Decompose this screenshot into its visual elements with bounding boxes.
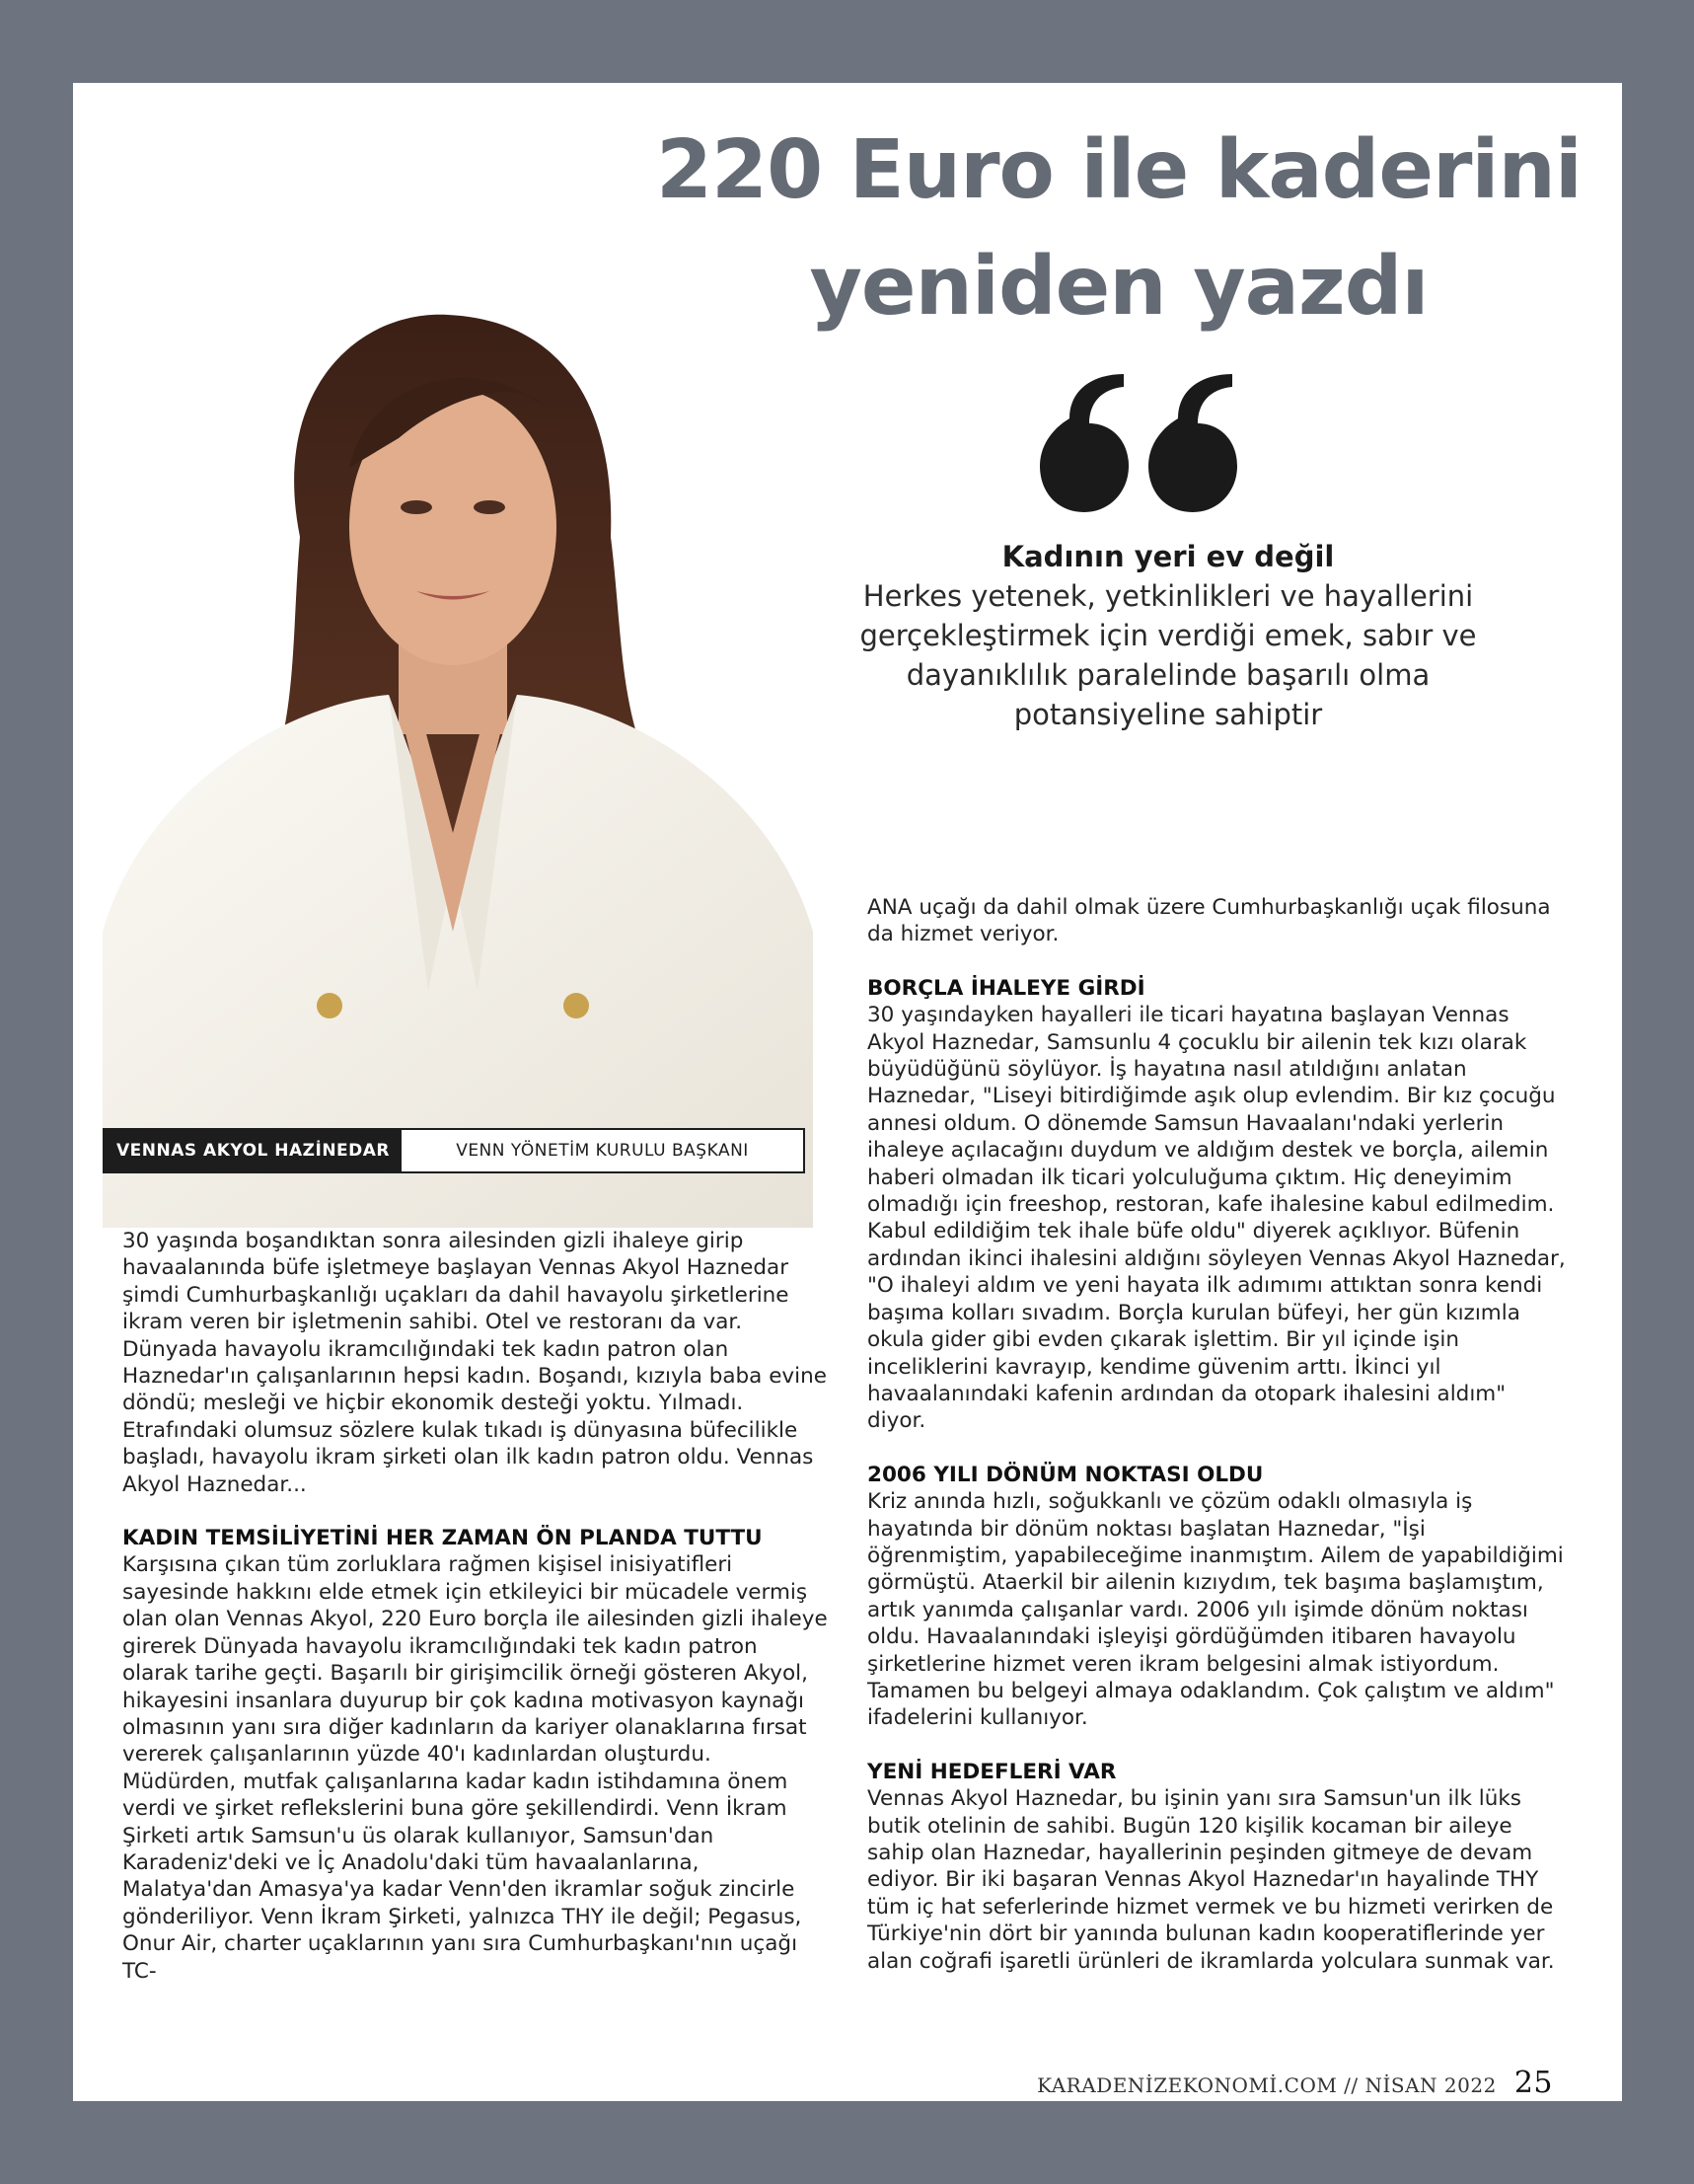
section-body: Karşısına çıkan tüm zorluklara rağmen kişisel inisiyatifleri sayesinde hakkını elde etmek için etkileyici bir mücadele vermiş olan olan Vennas Akyol, 220 Euro borçla ile ailesinden gizli ihaleye girerek Dünyada havayolu ikramcılığındaki tek kadın patron olarak tarihe geçti. Başarılı bir girişimcilik örneği gösteren Akyol, hikayesini insanlara duyurup bir çok kadına motivasyon kaynağı olmasının yanı sıra diğer kadınların da kariyer olanaklarına fırsat vererek çalışanlarının yüzde 40'ı kadınlardan oluşturdu. Müdürden, mutfak çalışanlarına kadar kadın istihdamına önem verdi ve şirket reflekslerini buna göre şekillendirdi. Venn İkram Şirketi artık Samsun'u üs olarak kullanıyor, Samsun'dan Karadeniz'deki ve İç Anadolu'daki tüm havaalanlarına, Malatya'dan Amasya'ya kadar Venn'den ikramlar soğuk zincirle gönderiliyor. Venn İkram Şirketi, yalnızca THY ile değil; Pegasus, Onur Air, charter uçaklarının yanı sıra Cumhurbaşkanı'nın uçağı TC- xyxy=(122,1552,828,1984)
pull-quote-line: gerçekleştirmek için verdiği emek, sabır ve xyxy=(859,619,1477,652)
page-footer xyxy=(1037,2066,1553,2100)
portrait-photo xyxy=(103,241,813,1228)
magazine-page xyxy=(73,83,1622,2101)
quote-mark-icon xyxy=(1040,369,1257,517)
pull-quote-line: dayanıklılık paralelinde başarılı olma xyxy=(906,658,1431,692)
continued-paragraph: ANA uçağı da dahil olmak üzere Cumhurbaşkanlığı uçak filosuna da hizmet veriyor. xyxy=(867,895,1551,947)
caption-name: VENNAS AKYOL HAZİNEDAR xyxy=(105,1130,402,1171)
section-heading: KADIN TEMSİLİYETİNİ HER ZAMAN ÖN PLANDA TUTTU xyxy=(122,1526,763,1551)
section-body: Kriz anında hızlı, soğukkanlı ve çözüm odaklı olmasıyla iş hayatında bir dönüm noktası başlatan Haznedar, "İşi öğrenmiştim, yapabileceğime inanmıştım. Ailem de yapabildiğimi görmüştü. Ataerkil bir ailenin kızıydım, tek başıma başlamıştım, artık yanımda çalışanlar vardı. 2006 yılı işimde dönüm noktası oldu. Havaalanındaki işleyişi gördüğümden itibaren havayolu şirketlerine hizmet veren ikram belgesini almak istiyordum. Tamamen bu belgeyi almaya odaklandım. Çok çalıştım ve aldım" ifadelerini kullanıyor. xyxy=(867,1489,1564,1731)
left-column xyxy=(122,1228,828,1985)
photo-caption xyxy=(103,1128,805,1173)
pull-quote-line: potansiyeline sahiptir xyxy=(1013,698,1323,731)
section-body: Vennas Akyol Haznedar, bu işinin yanı sıra Samsun'un ilk lüks butik otelinin de sahibi. Bugün 120 kişilik kocaman bir aileye sahip olan Haznedar, hayallerinin peşinden gitmeye de devam ediyor. Bir iki başaran Vennas Akyol Haznedar'ın hayalinde THY tüm iç hat seferlerinde hizmet vermek ve bu hizmeti verirken de Türkiye'nin dört bir yanında bulunan kadın kooperatiflerinde yer alan coğrafi işaretli ürünleri de ikramlarda yolculara sunmak var. xyxy=(867,1786,1555,1974)
headline-line-2: yeniden yazdı xyxy=(809,240,1429,334)
section-body: 30 yaşındayken hayalleri ile ticari hayatına başlayan Vennas Akyol Haznedar, Samsunlu 4 çocuklu bir ailenin tek kızı olarak büyüdüğünü söylüyor. İş hayatına nasıl atıldığını anlatan Haznedar, "Liseyi bitirdiğimde aşık olup evlendim. Bir kız çocuğu annesi oldum. O dönemde Samsun Havaalanı'ndaki yerlerin ihaleye açılacağını duydum ve aldığım destek ve borçla, ailemin haberi olmadan ilk ticari yolculuğuma çıktım. Hiç deneyimim olmadığı için freeshop, restoran, kafe ihalesine kabul edilmedim. Kabul edildiğim tek ihale büfe oldu" diyerek açıklıyor. Büfenin ardından ikinci ihalesini aldığını söyleyen Vennas Akyol Haznedar, "O ihaleyi aldım ve yeni hayata ilk adımımı attıktan sonra kendi başıma kolları sıvadım. Borçla kurulan büfeyi, her gün kızımla okula gider gibi evden çıkarak işlettim. Bir yıl içinde işin inceliklerini kavrayıp, kendime güvenim arttı. İkinci yıl havaalanındaki kafenin ardından da otopark ihalesini aldım" diyor. xyxy=(867,1003,1566,1434)
publication-name: KARADENİZEKONOMİ.COM // NİSAN 2022 xyxy=(1037,2073,1497,2097)
pull-quote-title: Kadının yeri ev değil xyxy=(1001,540,1335,573)
pull-quote xyxy=(803,537,1533,734)
intro-paragraph: 30 yaşında boşandıktan sonra ailesinden gizli ihaleye girip havaalanında büfe işletmeye başlayan Vennas Akyol Haznedar şimdi Cumhurbaşkanlığı uçakları da dahil havayolu şirketlerine ikram veren bir işletmenin sahibi. Otel ve restoranı da var. Dünyada havayolu ikramcılığındaki tek kadın patron olan Haznedar'ın çalışanlarının hepsi kadın. Boşandı, kızıyla baba evine döndü; mesleği ve hiçbir ekonomik desteği yoktu. Yılmadı. Etrafındaki olumsuz sözlere kulak tıkadı iş dünyasına büfecilikle başladı, havayolu ikram şirketi olan ilk kadın patron oldu. Vennas Akyol Haznedar... xyxy=(122,1229,827,1497)
headline-line-1: 220 Euro ile kaderini xyxy=(655,123,1582,217)
pull-quote-line: Herkes yetenek, yetkinlikleri ve hayallerini xyxy=(862,579,1474,613)
section-heading: BORÇLA İHALEYE GİRDİ xyxy=(867,975,1145,1001)
section-heading: YENİ HEDEFLERİ VAR xyxy=(867,1759,1117,1784)
right-column xyxy=(867,894,1570,1975)
section-heading: 2006 YILI DÖNÜM NOKTASI OLDU xyxy=(867,1462,1264,1487)
caption-role: VENN YÖNETİM KURULU BAŞKANI xyxy=(456,1141,749,1161)
page-number: 25 xyxy=(1513,2066,1553,2100)
